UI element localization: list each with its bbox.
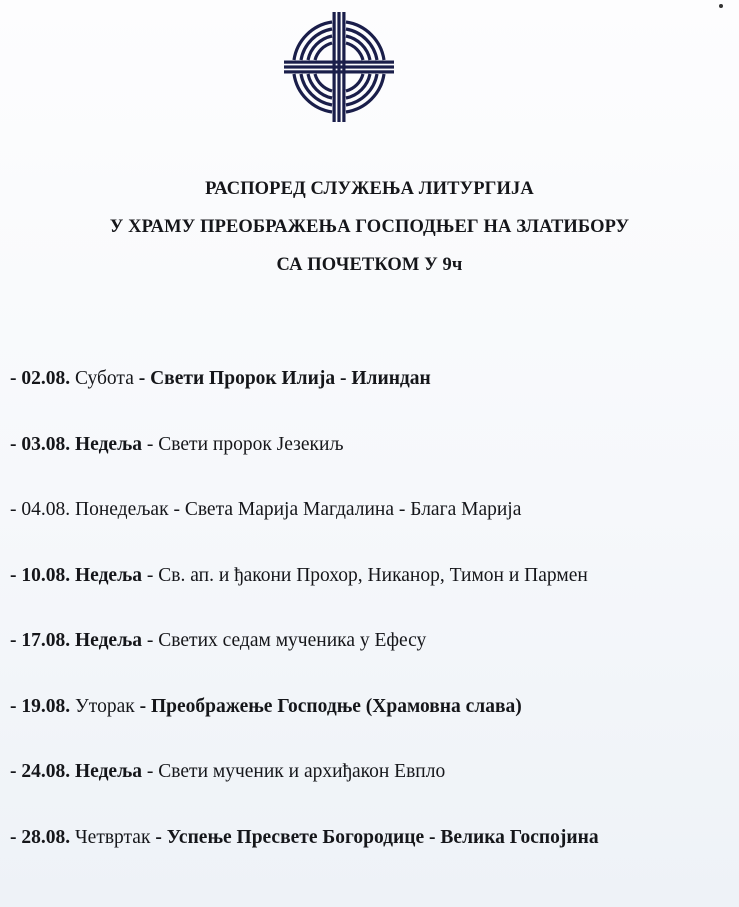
schedule-row (10, 495, 735, 561)
row-day: Субота (75, 368, 134, 389)
row-feast: Светих седам мученика у Ефесу (158, 630, 427, 651)
row-dash: - (10, 761, 22, 782)
row-date: 28.08. (21, 826, 71, 848)
row-date: 03.08. (21, 433, 71, 455)
schedule-row (10, 364, 735, 430)
row-day: Недеља (75, 761, 143, 782)
row-dash: - (10, 630, 22, 651)
schedule-row (10, 757, 735, 823)
schedule-row (10, 430, 735, 496)
row-date: 19.08. (21, 695, 71, 717)
row-feast: Свети мученик и архиђакон Евпло (158, 761, 446, 782)
row-separator: - (133, 368, 151, 389)
row-separator: - (168, 499, 185, 520)
schedule-row (10, 823, 735, 889)
liturgy-schedule (10, 364, 735, 888)
row-day: Недеља (75, 564, 143, 586)
heading-line-2: У ХРАМУ ПРЕОБРАЖЕЊА ГОСПОДЊЕГ НА ЗЛАТИБОРУ (109, 217, 630, 237)
document-heading (0, 170, 739, 284)
row-date: 17.08. (21, 630, 71, 651)
row-day: Недеља (75, 630, 143, 651)
heading-line-3: СА ПОЧЕТКОМ У 9ч (276, 255, 463, 275)
row-dash: - (10, 368, 22, 389)
decorative-dot (719, 4, 723, 8)
row-dash: - (10, 433, 22, 455)
row-separator: - (134, 695, 151, 717)
row-separator: - (142, 761, 159, 782)
row-separator: - (142, 433, 159, 455)
row-day: Понедељак (75, 499, 169, 520)
row-separator: - (142, 564, 159, 586)
row-dash: - (10, 695, 22, 717)
row-separator: - (142, 630, 159, 651)
row-dash: - (10, 564, 22, 586)
row-date: 10.08. (21, 564, 71, 586)
row-dash: - (10, 499, 22, 520)
row-feast: Света Марија Магдалина - Блага Марија (184, 499, 522, 520)
orthodox-cross-icon (282, 10, 396, 124)
row-date: 24.08. (21, 761, 71, 782)
row-feast: Св. ап. и ђакони Прохор, Никанор, Тимон и Пармен (158, 564, 588, 586)
schedule-row (10, 561, 735, 627)
row-date: 02.08. (21, 368, 71, 389)
heading-line-1: РАСПОРЕД СЛУЖЕЊА ЛИТУРГИЈА (205, 179, 534, 199)
row-day: Уторак (75, 695, 135, 717)
schedule-row (10, 692, 735, 758)
row-feast: Свети пророк Језекиљ (158, 433, 344, 455)
row-date: 04.08. (21, 499, 71, 520)
row-day: Четвртак (75, 826, 151, 848)
row-day: Недеља (75, 433, 143, 455)
row-feast: Успење Пресвете Богородице - Велика Госпојина (166, 826, 599, 848)
row-separator: - (150, 826, 167, 848)
row-dash: - (10, 826, 22, 848)
row-feast: Преображење Господње (Храмовна слава) (150, 695, 522, 717)
schedule-row (10, 626, 735, 692)
row-feast: Свети Пророк Илија - Илиндан (150, 368, 431, 389)
